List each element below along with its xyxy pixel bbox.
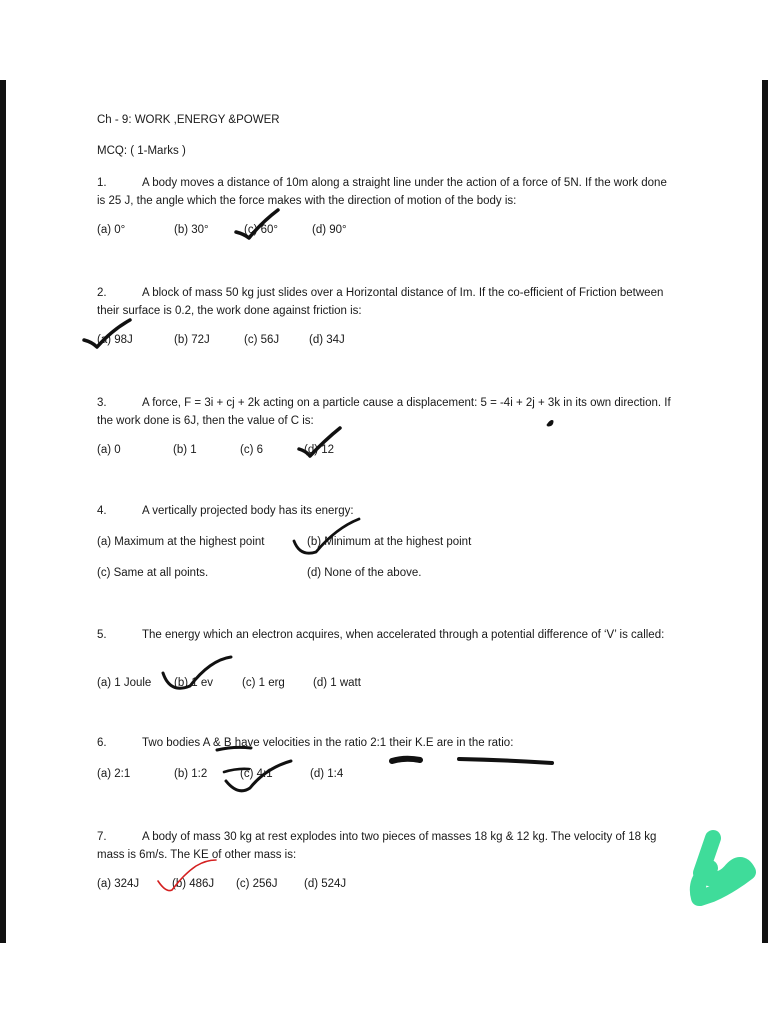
option-1d[interactable]: (d) 90° [312, 224, 347, 236]
option-1b[interactable]: (b) 30° [174, 224, 209, 236]
question-7 [97, 828, 672, 864]
option-3d[interactable]: (d) 12 [304, 444, 335, 456]
question-2 [97, 284, 672, 320]
option-4a[interactable]: (a) Maximum at the highest point [97, 536, 265, 548]
option-7d[interactable]: (d) 524J [304, 878, 347, 890]
section-label: MCQ: ( 1-Marks ) [97, 145, 186, 157]
question-text: Two bodies A & B have velocities in the ratio 2:1 their K.E are in the ratio: [142, 737, 514, 749]
scribble-q6-right [459, 759, 552, 763]
option-6d[interactable]: (d) 1:4 [310, 768, 344, 780]
question-number: 3. [97, 397, 107, 409]
option-7b[interactable]: (b) 486J [172, 878, 215, 890]
page-right-edge [762, 80, 768, 943]
option-6c[interactable]: (c) 4:1 [240, 768, 273, 780]
question-text: A body of mass 30 kg at rest explodes into two pieces of masses 18 kg & 12 kg. The velocity of 18 kg mass is 6m/s. The KE of other mass is: [97, 831, 657, 861]
chapter-title: Ch - 9: WORK ,ENERGY &POWER [97, 114, 280, 126]
option-2a[interactable]: (a) 98J [97, 334, 133, 346]
question-number: 4. [97, 505, 107, 517]
question-5 [97, 626, 672, 644]
option-4c[interactable]: (c) Same at all points. [97, 567, 209, 579]
option-6b[interactable]: (b) 1:2 [174, 768, 208, 780]
option-4b[interactable]: (b) Minimum at the highest point [307, 536, 472, 548]
question-text: A body moves a distance of 10m along a straight line under the action of a force of 5N. If the work done is 25 J, the angle which the force makes with the direction of motion of the body is: [97, 177, 667, 207]
option-5a[interactable]: (a) 1 Joule [97, 677, 152, 689]
score-mark [698, 838, 748, 898]
question-number: 5. [97, 629, 107, 641]
option-5c[interactable]: (c) 1 erg [242, 677, 285, 689]
option-3c[interactable]: (c) 6 [240, 444, 263, 456]
question-6 [97, 737, 513, 749]
question-3 [97, 394, 672, 430]
question-text: The energy which an electron acquires, when accelerated through a potential difference of ‘V’ is called: [142, 629, 665, 641]
option-5b[interactable]: (b) 1 ev [174, 677, 213, 689]
option-2c[interactable]: (c) 56J [244, 334, 280, 346]
question-number: 6. [97, 737, 107, 749]
question-number: 7. [97, 831, 107, 843]
option-1a[interactable]: (a) 0° [97, 224, 126, 236]
question-text: A force, F = 3i + cj + 2k acting on a particle cause a displacement: 5 = -4i + 2j + 3k in its own direction. If the work done is 6J, then the value of C is: [97, 397, 671, 427]
question-number: 2. [97, 287, 107, 299]
question-text: A block of mass 50 kg just slides over a Horizontal distance of Im. If the co-efficient of Friction between their surface is 0.2, the work done against friction is: [97, 287, 664, 317]
option-4d[interactable]: (d) None of the above. [307, 567, 422, 579]
option-7a[interactable]: (a) 324J [97, 878, 140, 890]
option-5d[interactable]: (d) 1 watt [313, 677, 361, 689]
option-2b[interactable]: (b) 72J [174, 334, 210, 346]
question-text: A vertically projected body has its energy: [142, 505, 354, 517]
option-3b[interactable]: (b) 1 [173, 444, 197, 456]
question-1 [97, 174, 672, 210]
page-left-edge [0, 80, 6, 943]
option-6a[interactable]: (a) 2:1 [97, 768, 131, 780]
option-1c[interactable]: (c) 60° [244, 224, 278, 236]
option-7c[interactable]: (c) 256J [236, 878, 278, 890]
question-4 [97, 505, 354, 517]
question-number: 1. [97, 177, 107, 189]
option-2d[interactable]: (d) 34J [309, 334, 345, 346]
option-3a[interactable]: (a) 0 [97, 444, 121, 456]
scribble-q6-left [392, 759, 420, 761]
